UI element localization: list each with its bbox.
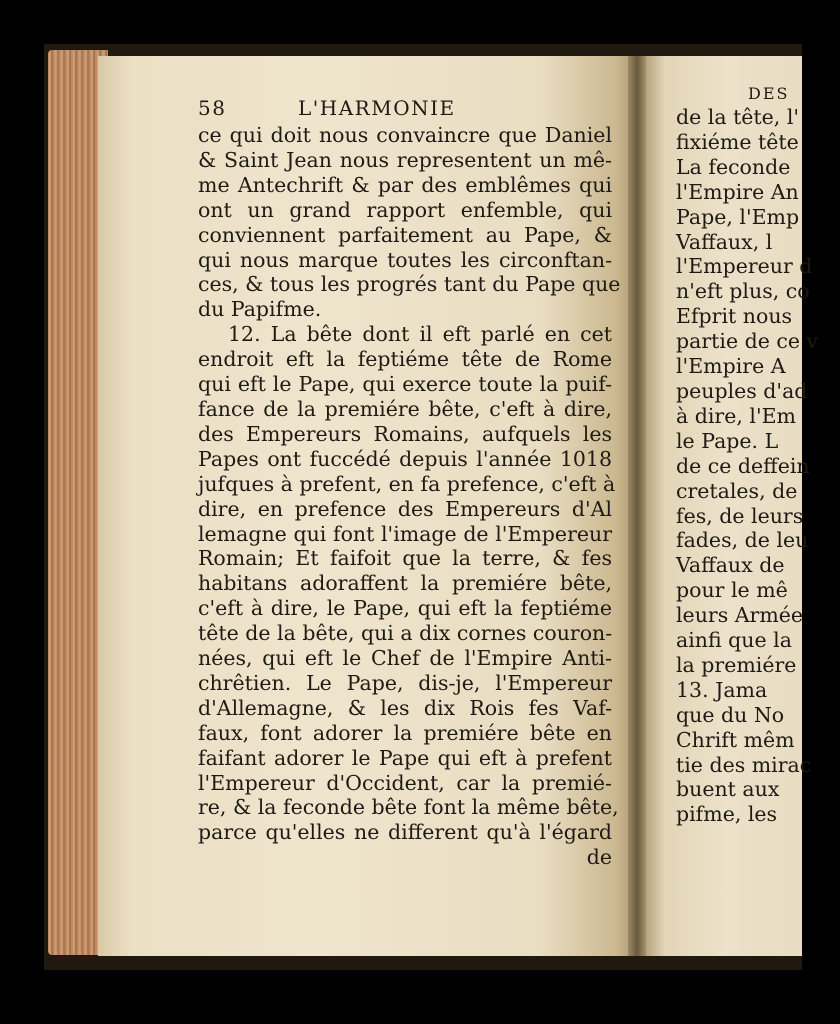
text-line: faux, font adorer la premiére bête en (198, 720, 612, 745)
text-line: qui eft le Pape, qui exerce toute la puif- (198, 372, 612, 397)
book-gutter (628, 56, 646, 956)
text-line: me Antechrift & par des emblêmes qui (198, 172, 612, 197)
text-line: l'Empereur d'Occident, car la premié- (198, 770, 612, 795)
text-line: parce qu'elles ne different qu'à l'égard (198, 820, 612, 845)
text-line: lemagne qui font l'image de l'Empereur (198, 521, 612, 546)
text-line: la premiére (676, 652, 797, 677)
text-line: Chrift mêm (676, 727, 795, 752)
catchword: de (586, 845, 612, 870)
text-line: Vaffaux, l (676, 229, 773, 254)
text-line: fes, de leurs (676, 503, 804, 528)
text-line: La feconde (676, 154, 791, 179)
text-line: fixiéme tête (676, 129, 799, 154)
text-line: Papes ont fuccédé depuis l'année 1018 (198, 446, 612, 471)
right-running-head: DES (748, 84, 790, 103)
text-line: cretales, de (676, 478, 798, 503)
text-line: l'Empire A (676, 354, 786, 379)
text-line: habitans adoraffent la premiére bête, (198, 571, 612, 596)
text-line: leurs Armée (676, 603, 804, 628)
text-line: 13. Jama (676, 677, 768, 702)
text-line: faifant adorer le Pape qui eft à prefent (198, 745, 612, 770)
text-line: du Papifme. (198, 297, 322, 322)
text-line: qui nous marque toutes les circonftan- (198, 247, 612, 272)
text-line: à dire, l'Em (676, 403, 796, 428)
text-line: re, & la feconde bête font la même bête, (198, 795, 619, 820)
text-line: fades, de leu (676, 528, 809, 553)
text-line: Pape, l'Emp (676, 204, 800, 229)
text-line: Efprit nous (676, 304, 793, 329)
text-line: fance de la premiére bête, c'eft à dire, (198, 396, 612, 421)
right-page-text (676, 105, 836, 827)
text-line: que du No (676, 702, 785, 727)
text-line: endroit eft la feptiéme tête de Rome (198, 347, 612, 372)
text-line: tie des mirac (676, 752, 812, 777)
text-line: pour le mê (676, 578, 788, 603)
text-line: des Empereurs Romains, aufquels les (198, 421, 612, 446)
text-line: dire, en prefence des Empereurs d'Al (198, 496, 612, 521)
paragraph-start-line: 12. La bête dont il eft parlé en cet (228, 322, 612, 347)
text-line: d'Allemagne, & les dix Rois fes Vaf- (198, 695, 612, 720)
text-line: partie de ce v (676, 329, 819, 354)
text-line: le Pape. L (676, 428, 779, 453)
text-line: peuples d'ad (676, 378, 808, 403)
text-line: chrêtien. Le Pape, dis-je, l'Empereur (198, 670, 612, 695)
text-line: ces, & tous les progrés tant du Pape que (198, 272, 621, 297)
running-head-title: L'HARMONIE (298, 96, 456, 120)
text-line: c'eft à dire, le Pape, qui eft la feptiéme (198, 596, 612, 621)
text-line: & Saint Jean nous representent un mê- (198, 147, 612, 172)
text-line: nées, qui eft le Chef de l'Empire Anti- (198, 646, 612, 671)
left-running-head (198, 96, 508, 122)
page-number: 58 (198, 96, 227, 120)
left-page-text (198, 123, 621, 870)
text-line: l'Empire An (676, 179, 799, 204)
text-line: Romain; Et faifoit que la terre, & fes (198, 546, 612, 571)
text-line: buent aux (676, 777, 780, 802)
text-line: l'Empereur d (676, 254, 813, 279)
text-line: ont un grand rapport enfemble, qui (198, 197, 612, 222)
text-line: ainfi que la (676, 628, 792, 653)
text-line: de la tête, l' (676, 105, 800, 129)
text-line: ce qui doit nous convaincre que Daniel (198, 123, 612, 147)
text-line: n'eft plus, co (676, 279, 810, 304)
text-line: pifme, les (676, 802, 778, 827)
text-line: Vaffaux de (676, 553, 785, 578)
text-line: conviennent parfaitement au Pape, & (198, 222, 612, 247)
text-line: jufques à prefent, en fa prefence, c'eft à (198, 471, 616, 496)
text-line: de ce deffein (676, 453, 810, 478)
text-line: tête de la bête, qui a dix cornes couron- (198, 621, 613, 646)
